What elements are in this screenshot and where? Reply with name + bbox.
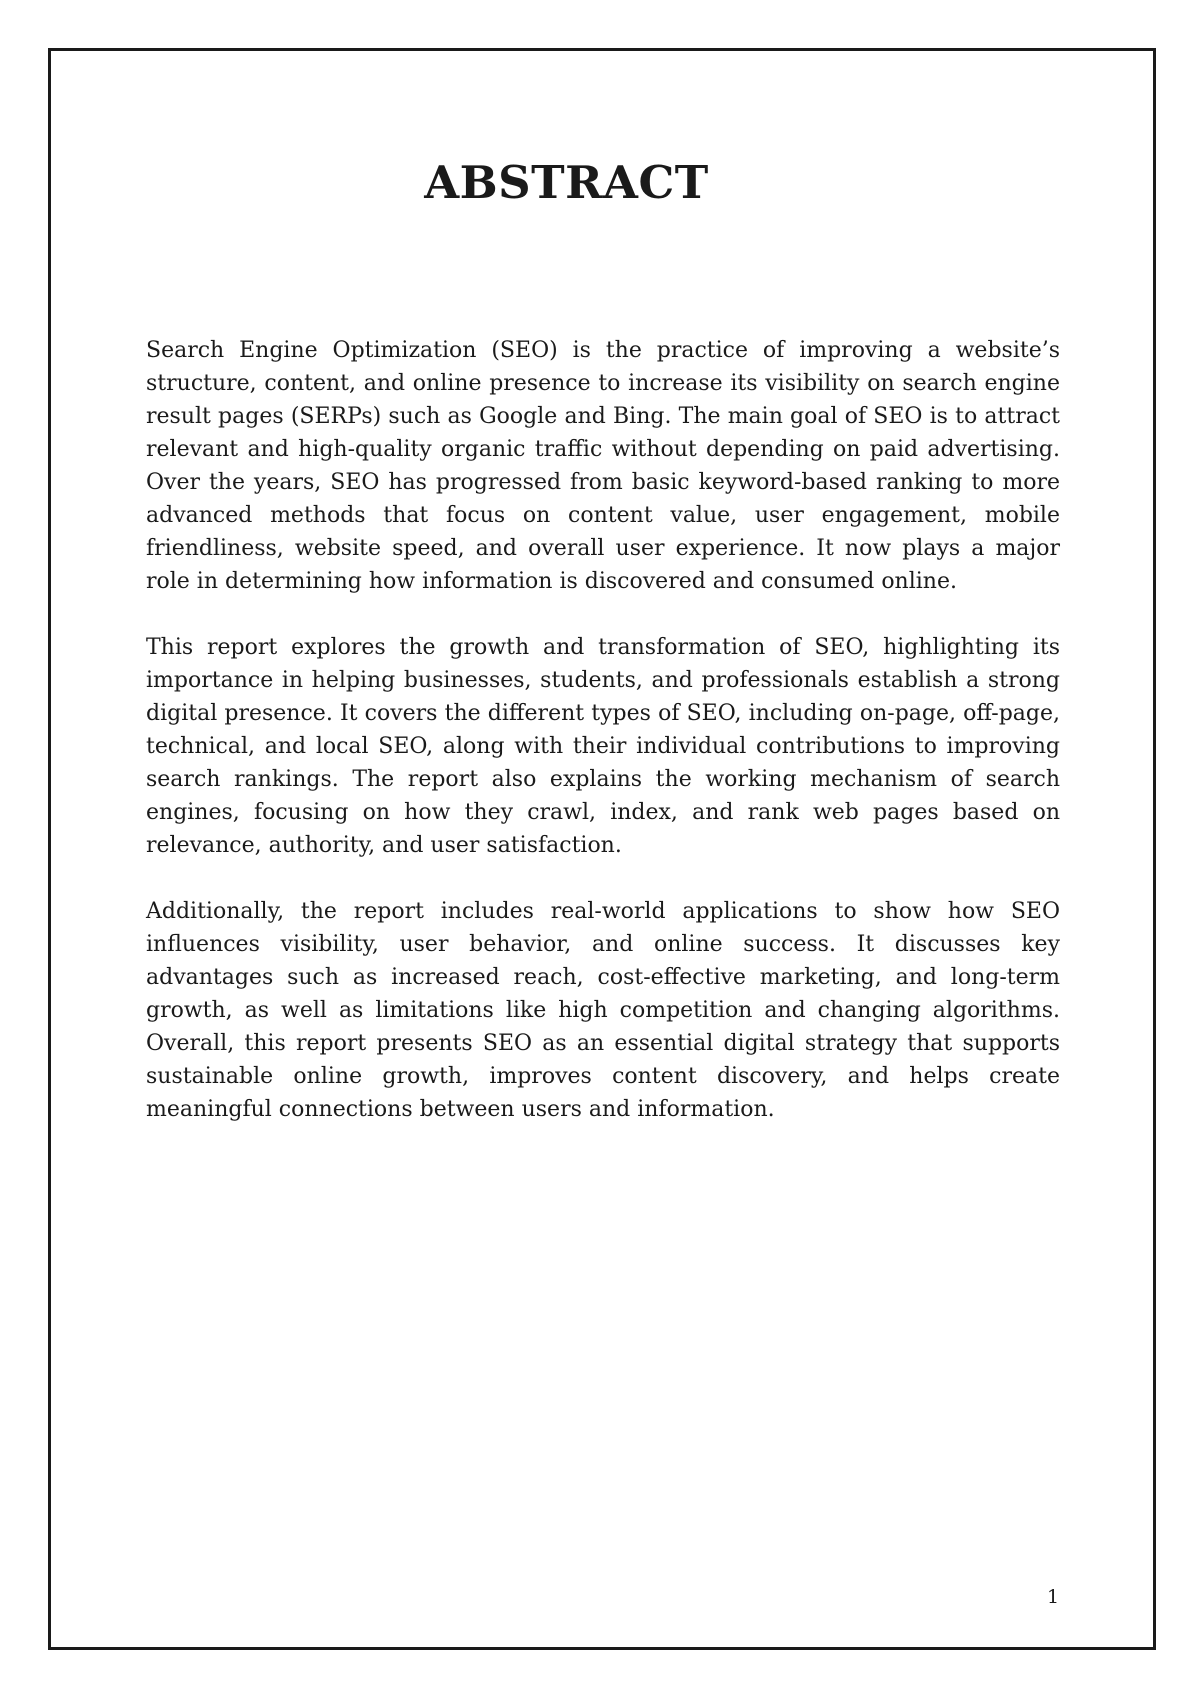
abstract-paragraph-2: This report explores the growth and transformation of SEO, highlighting its importance in helping businesses, students, and professionals establish a strong digital presence. It covers the different types of SEO, including on-page, off-page, technical, and local SEO, along with their individual contributions to improving search rankings. The report also explains the working mechanism of search engines, focusing on how they crawl, index, and rank web pages based on relevance, authority, and user satisfaction. bbox=[146, 635, 1060, 858]
abstract-paragraph-1: Search Engine Optimization (SEO) is the practice of improving a website’s structure, content, and online presence to increase its visibility on search engine result pages (SERPs) such as Google and Bing. The main goal of SEO is to attract relevant and high-quality organic traffic without depending on paid advertising. Over the years, SEO has progressed from basic keyword-based ranking to more advanced methods that focus on content value, user engagement, mobile friendliness, website speed, and overall user experience. It now plays a major role in determining how information is discovered and consumed online. bbox=[146, 338, 1060, 594]
page-number: 1 bbox=[1047, 1586, 1060, 1608]
page-title: ABSTRACT bbox=[424, 156, 709, 209]
abstract-paragraph-3: Additionally, the report includes real-world applications to show how SEO influences visibility, user behavior, and online success. It discusses key advantages such as increased reach, cost-effective marketing, and long-term growth, as well as limitations like high competition and changing algorithms. Overall, this report presents SEO as an essential digital strategy that supports sustainable online growth, improves content discovery, and helps create meaningful connections between users and information. bbox=[146, 899, 1060, 1122]
abstract-body bbox=[146, 334, 1060, 1159]
